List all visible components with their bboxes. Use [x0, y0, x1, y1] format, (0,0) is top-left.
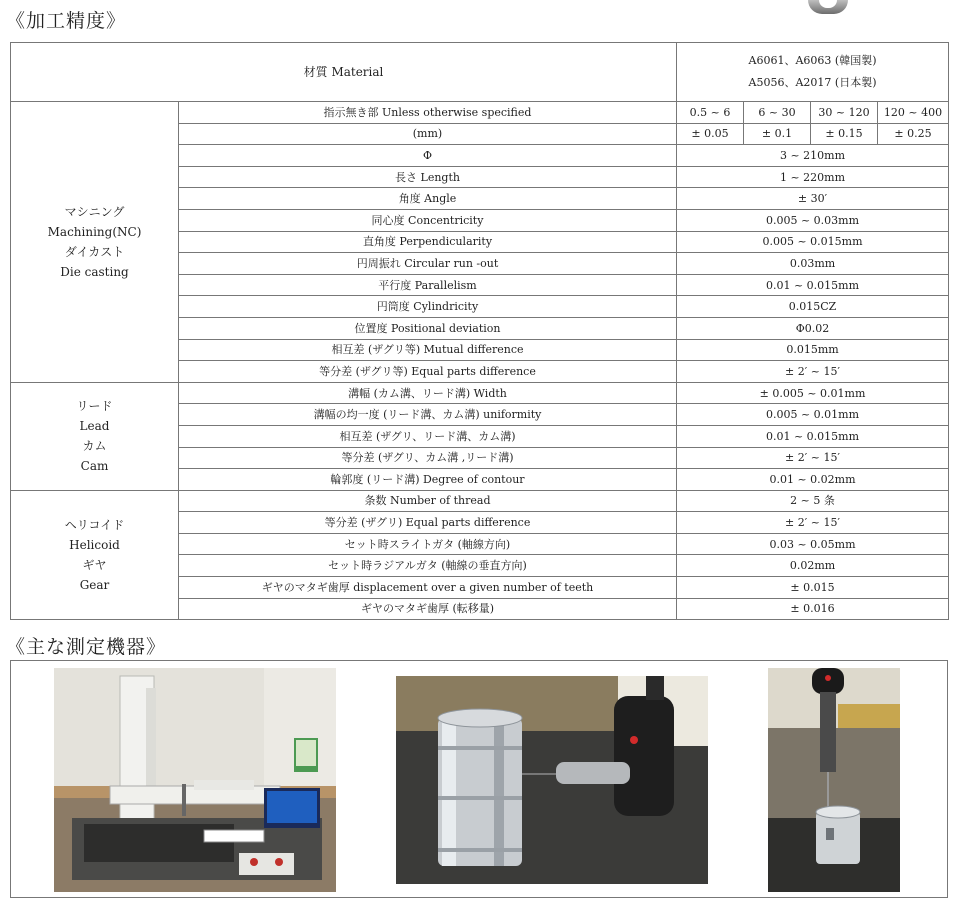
material-label: 材質 Material: [11, 43, 677, 102]
item-value: 0.01 ~ 0.015mm: [677, 425, 949, 447]
item-value: 0.02mm: [677, 555, 949, 577]
item-label: セット時ラジアルガタ (軸線の垂直方向): [179, 555, 677, 577]
metal-ring-image: [808, 0, 848, 14]
item-label: 等分差 (ザグリ、カム溝 ,リード溝): [179, 447, 677, 469]
item-value: 0.03 ~ 0.05mm: [677, 533, 949, 555]
unit-label: (mm): [179, 123, 677, 145]
item-value: 0.03mm: [677, 253, 949, 275]
item-value: ± 0.005 ~ 0.01mm: [677, 382, 949, 404]
item-label: 円筒度 Cylindricity: [179, 296, 677, 318]
group-line: Cam: [80, 459, 109, 474]
accuracy-table: [10, 42, 949, 620]
table-row: [11, 490, 949, 512]
item-value: 2 ~ 5 条: [677, 490, 949, 512]
ranges-header: 指示無き部 Unless otherwise specified: [179, 102, 677, 124]
item-label: 同心度 Concentricity: [179, 209, 677, 231]
item-label: 長さ Length: [179, 166, 677, 188]
group-line: Helicoid: [69, 537, 120, 552]
item-label: 相互差 (ザグリ等) Mutual difference: [179, 339, 677, 361]
item-value: 0.005 ~ 0.03mm: [677, 209, 949, 231]
item-value: 0.01 ~ 0.02mm: [677, 469, 949, 491]
group-line: ギヤ: [82, 557, 107, 572]
group-line: Machining(NC): [47, 224, 142, 239]
item-value: 0.015CZ: [677, 296, 949, 318]
group-machining: [11, 102, 179, 383]
probe-cylinder-photo: [396, 676, 708, 884]
item-value: Φ0.02: [677, 317, 949, 339]
tolerance-cell: ± 0.05: [677, 123, 744, 145]
group-line: Lead: [79, 419, 110, 434]
material-grade-japan: A5056、A2017 (日本製): [748, 76, 877, 89]
tolerance-cell: ± 0.1: [744, 123, 811, 145]
cmm-machine-photo: [54, 668, 336, 892]
accuracy-section-title: 《加工精度》: [6, 10, 127, 32]
range-cell: 0.5 ~ 6: [677, 102, 744, 124]
item-value: ± 2′ ~ 15′: [677, 512, 949, 534]
item-value: 0.01 ~ 0.015mm: [677, 274, 949, 296]
table-row: [11, 102, 949, 124]
material-grade-korea: A6061、A6063 (韓国製): [748, 54, 877, 67]
range-cell: 30 ~ 120: [811, 102, 878, 124]
vertical-probe-photo: [768, 668, 900, 892]
item-value: ± 0.016: [677, 598, 949, 620]
item-label: 位置度 Positional deviation: [179, 317, 677, 339]
item-label: Φ: [179, 145, 677, 167]
item-label: 平行度 Parallelism: [179, 274, 677, 296]
item-label: 等分差 (ザグリ等) Equal parts difference: [179, 361, 677, 383]
group-line: Die casting: [60, 264, 129, 279]
item-value: ± 2′ ~ 15′: [677, 447, 949, 469]
group-line: Gear: [79, 577, 110, 592]
item-label: 角度 Angle: [179, 188, 677, 210]
item-label: 直角度 Perpendicularity: [179, 231, 677, 253]
tolerance-cell: ± 0.15: [811, 123, 878, 145]
item-label: 円周振れ Circular run -out: [179, 253, 677, 275]
item-value: ± 30′: [677, 188, 949, 210]
group-line: リード: [76, 399, 113, 414]
item-value: 0.005 ~ 0.01mm: [677, 404, 949, 426]
item-label: 条数 Number of thread: [179, 490, 677, 512]
item-label: 溝幅の均一度 (リード溝、カム溝) uniformity: [179, 404, 677, 426]
group-line: カム: [82, 439, 107, 454]
tolerance-cell: ± 0.25: [878, 123, 949, 145]
group-line: ダイカスト: [64, 244, 125, 259]
material-grades: [677, 43, 949, 102]
item-value: 0.015mm: [677, 339, 949, 361]
group-line: マシニング: [64, 204, 125, 219]
item-value: ± 2′ ~ 15′: [677, 361, 949, 383]
material-row: [11, 43, 949, 102]
item-label: 輪郭度 (リード溝) Degree of contour: [179, 469, 677, 491]
group-line: ヘリコイド: [64, 517, 125, 532]
item-value: 3 ~ 210mm: [677, 145, 949, 167]
equipment-section-title: 《主な測定機器》: [6, 636, 167, 658]
item-value: ± 0.015: [677, 577, 949, 599]
item-label: 等分差 (ザグリ) Equal parts difference: [179, 512, 677, 534]
item-value: 0.005 ~ 0.015mm: [677, 231, 949, 253]
item-label: 相互差 (ザグリ、リード溝、カム溝): [179, 425, 677, 447]
item-label: ギヤのマタギ歯厚 (転移量): [179, 598, 677, 620]
item-label: 溝幅 (カム溝、リード溝) Width: [179, 382, 677, 404]
table-row: [11, 382, 949, 404]
range-cell: 6 ~ 30: [744, 102, 811, 124]
item-label: セット時スライトガタ (軸線方向): [179, 533, 677, 555]
group-lead-cam: [11, 382, 179, 490]
item-value: 1 ~ 220mm: [677, 166, 949, 188]
group-helicoid-gear: [11, 490, 179, 620]
item-label: ギヤのマタギ歯厚 displacement over a given number of teeth: [179, 577, 677, 599]
range-cell: 120 ~ 400: [878, 102, 949, 124]
